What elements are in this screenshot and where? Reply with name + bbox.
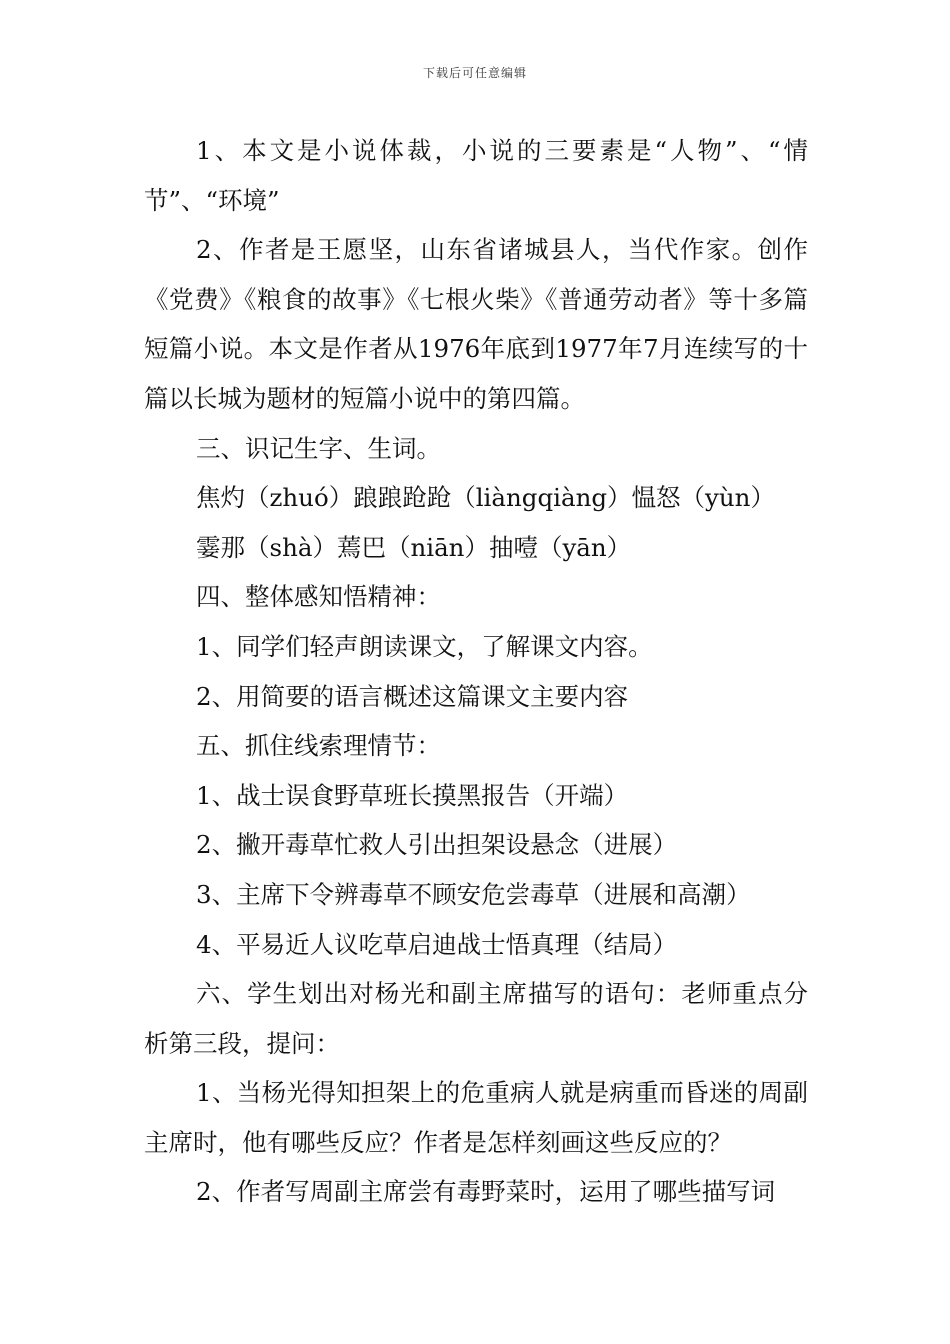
paragraph-3: 三、识记生字、生词。 — [196, 433, 441, 463]
document-body — [144, 126, 808, 1217]
paragraph-13: 4、平易近人议吃草启迪战士悟真理（结局） — [196, 929, 678, 959]
paragraph-8: 2、用简要的语言概述这篇课文主要内容 — [196, 681, 629, 711]
paragraph-4: 焦灼（zhuó）踉踉跄跄（liàngqiàng）愠怒（yùn） — [196, 483, 775, 513]
paragraph-9: 五、抓住线索理情节： — [196, 731, 441, 761]
paragraph-6: 四、整体感知悟精神： — [196, 582, 441, 612]
paragraph-11: 2、撇开毒草忙救人引出担架设悬念（进展） — [196, 830, 678, 860]
paragraph-1: 1、本文是小说体裁，小说的三要素是“人物”、“情节”、“环境” — [144, 136, 808, 215]
paragraph-7: 1、同学们轻声朗读课文，了解课文内容。 — [196, 631, 653, 661]
paragraph-12: 3、主席下令辨毒草不顾安危尝毒草（进展和高潮） — [196, 879, 751, 909]
paragraph-14: 六、学生划出对杨光和副主席描写的语句：老师重点分析第三段，提问： — [144, 979, 808, 1058]
page-header: 下载后可任意编辑 — [422, 66, 527, 80]
paragraph-5: 霎那（shà）蔫巴（niān）抽噎（yān） — [196, 532, 632, 562]
paragraph-16: 2、作者写周副主席尝有毒野菜时，运用了哪些描写词 — [196, 1177, 776, 1207]
paragraph-15: 1、当杨光得知担架上的危重病人就是病重而昏迷的周副主席时，他有哪些反应？作者是怎样刻画这些反应的？ — [144, 1078, 808, 1157]
paragraph-2: 2、作者是王愿坚，山东省诸城县人，当代作家。创作《党费》《粮食的故事》《七根火柴》《普通劳动者》等十多篇短篇小说。本文是作者从1976年底到1977年7月连续写的十篇以长城为题材的短篇小说中的第四篇。 — [144, 235, 808, 413]
paragraph-10: 1、战士误食野草班长摸黑报告（开端） — [196, 780, 629, 810]
